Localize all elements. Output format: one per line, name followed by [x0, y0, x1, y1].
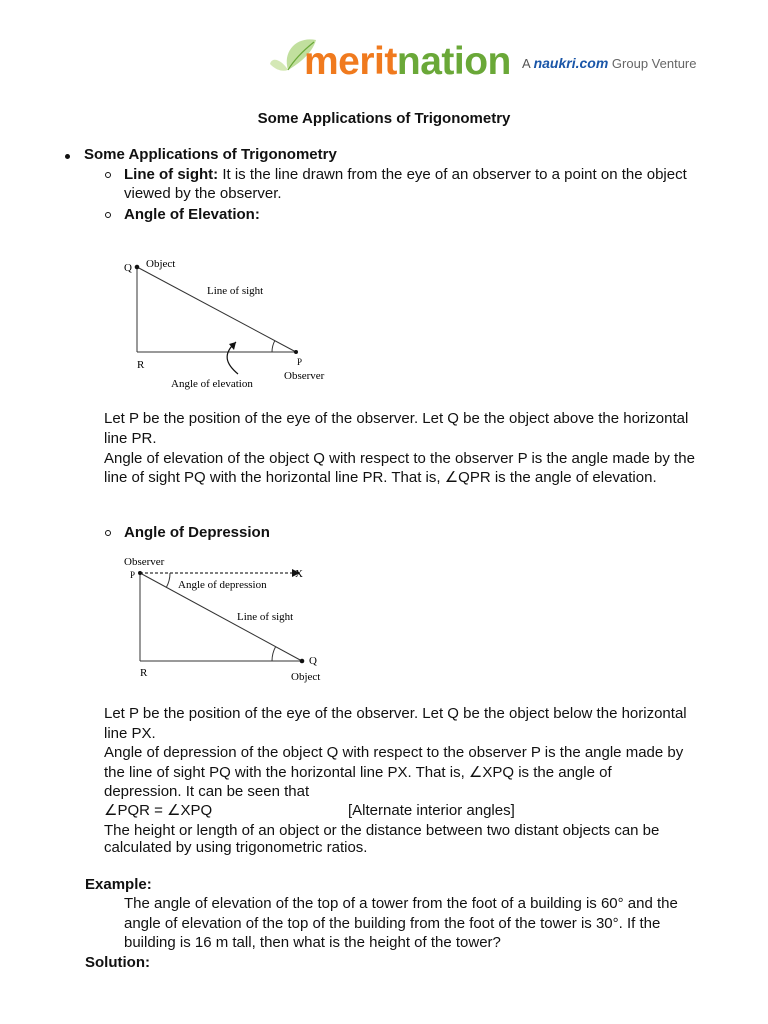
tag-suffix: Group Venture [611, 56, 697, 71]
brand-part-nation: nation [396, 40, 511, 83]
line-of-sight-text: It is the line drawn from the eye of an observer to a point on the object [218, 166, 687, 183]
sub-bullet-icon [105, 212, 111, 218]
example-label: Example: [85, 876, 152, 893]
line-of-sight-pq [137, 267, 296, 352]
depression-para2-line3: depression. It can be seen that [104, 783, 310, 800]
section-heading: Some Applications of Trigonometry [84, 146, 337, 163]
point-p [294, 350, 298, 354]
elevation-angle-arc [272, 341, 275, 352]
example-line3: building is 16 m tall, then what is the height of the tower? [124, 934, 501, 951]
label-p: P [130, 570, 136, 580]
label-observer: Observer [284, 370, 325, 382]
label-angle-of-elevation: Angle of elevation [171, 378, 253, 390]
brand-tagline [522, 55, 696, 71]
depression-para2-line2: the line of sight PQ with the horizontal line PX. That is, ∠XPQ is the angle of [104, 764, 612, 781]
naukri-brand[interactable]: naukri.com [533, 55, 609, 71]
label-angle-of-depression: Angle of depression [178, 579, 267, 591]
example-line1: The angle of elevation of the top of a tower from the foot of a building is 60° and the [124, 895, 678, 912]
line-of-sight-definition [124, 165, 687, 184]
line-of-sight-term: Line of sight: [124, 166, 219, 183]
tag-prefix: A [522, 56, 530, 71]
label-x: X [295, 568, 303, 580]
solution-label: Solution: [85, 954, 150, 971]
label-line-of-sight: Line of sight [237, 611, 294, 623]
depression-para2-line1: Angle of depression of the object Q with respect to the observer P is the angle made by [104, 744, 684, 761]
label-q: Q [309, 655, 317, 667]
sub-bullet-icon [105, 530, 111, 536]
label-r: R [137, 359, 145, 371]
page-title: Some Applications of Trigonometry [257, 110, 511, 127]
elevation-figure [110, 250, 350, 400]
depression-para1-line2: line PX. [104, 725, 156, 742]
depression-angle-arc [166, 573, 170, 587]
line-of-sight-text-2: viewed by the observer. [124, 185, 282, 202]
elevation-para1-line2: line PR. [104, 430, 157, 447]
point-q [300, 659, 305, 664]
point-q [135, 265, 140, 270]
sub-bullet-icon [105, 172, 111, 178]
depression-para3-line2: calculated by using trigonometric ratios. [104, 839, 368, 856]
depression-figure [110, 550, 350, 690]
depression-para1-line1: Let P be the position of the eye of the observer. Let Q be the object below the horizontal [104, 705, 687, 722]
depression-heading: Angle of Depression [124, 524, 270, 541]
elevation-para1-line1: Let P be the position of the eye of the observer. Let Q be the object above the horizontal [104, 410, 689, 427]
brand-part-merit: merit [304, 40, 397, 83]
elevation-heading: Angle of Elevation: [124, 206, 260, 223]
alternate-angles-note: [Alternate interior angles] [348, 802, 515, 819]
label-p: P [297, 357, 303, 367]
example-line2: angle of elevation of the top of the building from the foot of the tower is 30°. If the [124, 915, 661, 932]
brand-wordmark[interactable] [304, 34, 511, 90]
alternate-angle-arc [272, 647, 276, 661]
alternate-angles-equation: ∠PQR = ∠XPQ [104, 802, 213, 819]
label-q: Q [124, 262, 132, 274]
label-object: Object [146, 258, 176, 270]
label-r: R [140, 667, 148, 679]
point-p [138, 571, 142, 575]
elevation-para2-line1: Angle of elevation of the object Q with respect to the observer P is the angle made by the [104, 450, 695, 467]
label-observer: Observer [124, 556, 165, 568]
elevation-para2-line2: line of sight PQ with the horizontal line PR. That is, ∠QPR is the angle of elevation. [104, 469, 657, 486]
depression-para3-line1: The height or length of an object or the distance between two distant objects can be [104, 822, 660, 839]
label-line-of-sight: Line of sight [207, 285, 264, 297]
label-object: Object [291, 671, 321, 683]
site-header [268, 34, 728, 90]
bullet-icon [65, 154, 70, 159]
